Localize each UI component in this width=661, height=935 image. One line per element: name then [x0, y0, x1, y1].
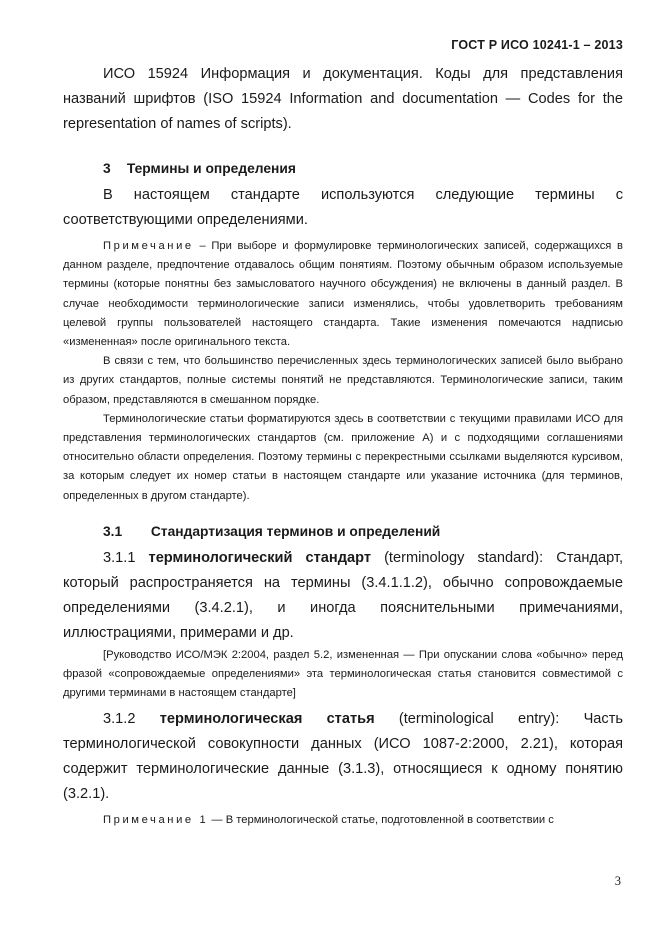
- term-3-1-2: [63, 707, 623, 807]
- reference-iso-15924: ИСО 15924 Информация и документация. Коды для представления названий шрифтов (ISO 15924 Information and documentation — Codes for the representation of names of scripts).: [63, 66, 623, 132]
- term-3-1-2-term: терминологическая статья: [159, 711, 375, 728]
- term-3-1-1-term: терминологический стандарт: [148, 549, 371, 566]
- term-3-1-2-number: 3.1.2: [103, 711, 136, 728]
- note-text: – При выборе и формулировке терминологических записей, содержащихся в данном разделе, предпочтение отдавалось общим понятиям. Поэтому обычным образом используемые термины (которые понятны без замысловатого научного обсуждения) не включены в данный раздел. В случае необходимости терминологические записи изменялись, чтобы удовлетворить требованиям целевой группы пользователей настоящего стандарта. Такие изменения помечаются надписью «измененная» после оригинального текста.: [63, 240, 623, 349]
- page-content: [63, 62, 623, 831]
- page-number: 3: [614, 874, 621, 888]
- section-3-lead: В настоящем стандарте используются следующие термины с соответствующими определениями.: [63, 187, 623, 228]
- term-3-1-1-source: [Руководство ИСО/МЭК 2:2004, раздел 5.2, измененная — При опускании слова «обычно» перед фразой «сопровождаемые определениями» эта терминологическая статья становится совместимой с другими терминами в настоящем стандарте]: [63, 648, 623, 700]
- term-3-1-1: [63, 546, 623, 646]
- term-3-1-2-note: [63, 811, 623, 830]
- note-label: Примечание: [103, 240, 194, 252]
- section-3-1-number: 3.1: [103, 523, 123, 539]
- term-3-1-1-number: 3.1.1: [103, 549, 136, 566]
- term-3-1-2-definition: (terminological entry): Часть терминологической совокупности данных (ИСО 1087-2:2000, 2.21), которая содержит терминологические данные (3.1.3), относящиеся к одному понятию (3.2.1).: [63, 711, 623, 803]
- section-3-note: [63, 237, 623, 352]
- section-3-heading: [63, 159, 623, 179]
- term-3-1-1-definition: (terminology standard): Стандарт, который распространяется на термины (3.4.1.1.2), обычно сопровождаемые определениями (3.4.2.1), и иногда пояснительными примечаниями, иллюстрациями, примерами и др.: [63, 549, 624, 641]
- section-3-number: 3: [103, 161, 111, 176]
- term-3-1-2-note-label: Примечание 1: [103, 814, 209, 827]
- section-3-1-title: Стандартизация терминов и определений: [150, 523, 441, 539]
- section-3-1-heading: [63, 522, 623, 542]
- document-code-header: ГОСТ Р ИСО 10241-1 – 2013: [451, 38, 623, 52]
- section-3-note-p3: Терминологические статьи форматируются здесь в соответствии с текущими правилами ИСО для представления терминологических стандартов (см. приложение А) и с подходящими соглашениями относительно области определения. Поэтому термины с перекрестными ссылками выделяются курсивом, за которым следует их номер статьи в настоящем стандарте или указание источника (для терминов, определенных в другом стандарте).: [63, 412, 623, 502]
- term-3-1-2-note-text: — В терминологической статье, подготовленной в соответствии с: [208, 814, 554, 827]
- section-3-note-p2: В связи с тем, что большинство перечисленных здесь терминологических записей было выбрано из других стандартов, полные системы понятий не представляются. Терминологические записи, таким образом, представляются в смешанном порядке.: [63, 355, 623, 406]
- section-3-title: Термины и определения: [126, 161, 296, 176]
